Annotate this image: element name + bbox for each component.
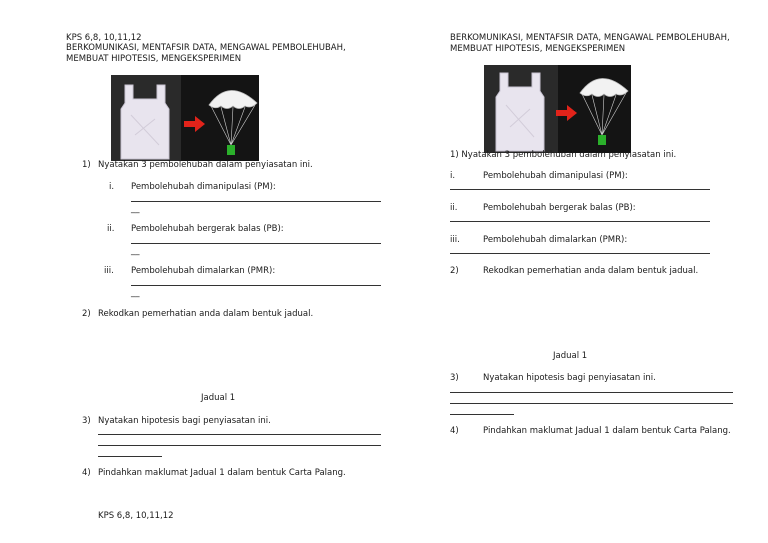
right-item-iii-answer-line[interactable] bbox=[450, 253, 710, 254]
left-item-ii-text: Pembolehubah bergerak balas (PB): bbox=[131, 224, 284, 234]
right-heading: BERKOMUNIKASI, MENTAFSIR DATA, MENGAWAL PEMBOLEHUBAH, MEMBUAT HIPOTESIS, MENGEKSPERIMEN bbox=[450, 33, 730, 54]
left-q4-text: Pindahkan maklumat Jadual 1 dalam bentuk Carta Palang. bbox=[98, 468, 346, 478]
left-item-iii-number: iii. bbox=[104, 266, 114, 276]
plastic-bag-parachute-photo bbox=[484, 65, 631, 153]
right-item-ii-number: ii. bbox=[450, 203, 458, 213]
right-item-iii-number: iii. bbox=[450, 235, 460, 245]
left-item-ii-dash: __ bbox=[131, 246, 140, 256]
left-q2-number: 2) bbox=[82, 309, 91, 319]
left-item-i-number: i. bbox=[109, 182, 115, 192]
left-item-i-dash: __ bbox=[131, 204, 140, 214]
right-experiment-photo bbox=[484, 65, 631, 153]
right-item-i-answer-line[interactable] bbox=[450, 189, 710, 190]
right-q4-number: 4) bbox=[450, 426, 459, 436]
left-q1-number: 1) bbox=[82, 160, 91, 170]
left-q3-number: 3) bbox=[82, 416, 91, 426]
right-q4-text: Pindahkan maklumat Jadual 1 dalam bentuk Carta Palang. bbox=[483, 426, 731, 436]
right-q1-text: 1) Nyatakan 3 pembolehubah dalam penyiasatan ini. bbox=[450, 150, 677, 160]
left-q3-answer-line-2[interactable] bbox=[98, 445, 381, 446]
left-kps-label: KPS 6,8, 10,11,12 bbox=[66, 33, 142, 43]
left-q3-answer-line-3[interactable] bbox=[98, 456, 162, 457]
left-experiment-photo bbox=[111, 75, 259, 161]
left-item-iii-answer-line[interactable] bbox=[131, 285, 381, 286]
left-q3-answer-line-1[interactable] bbox=[98, 434, 381, 435]
left-item-iii-text: Pembolehubah dimalarkan (PMR): bbox=[131, 266, 276, 276]
right-item-i-text: Pembolehubah dimanipulasi (PM): bbox=[483, 171, 628, 181]
left-q3-text: Nyatakan hipotesis bagi penyiasatan ini. bbox=[98, 416, 271, 426]
right-q3-answer-line-2[interactable] bbox=[450, 403, 733, 404]
right-q3-answer-line-1[interactable] bbox=[450, 392, 733, 393]
plastic-bag-parachute-photo bbox=[111, 75, 259, 161]
left-item-ii-number: ii. bbox=[107, 224, 115, 234]
left-footer-kps: KPS 6,8, 10,11,12 bbox=[98, 511, 174, 521]
left-item-i-text: Pembolehubah dimanipulasi (PM): bbox=[131, 182, 276, 192]
right-item-i-number: i. bbox=[450, 171, 456, 181]
right-item-iii-text: Pembolehubah dimalarkan (PMR): bbox=[483, 235, 628, 245]
right-item-ii-text: Pembolehubah bergerak balas (PB): bbox=[483, 203, 636, 213]
right-q2-text: Rekodkan pemerhatian anda dalam bentuk jadual. bbox=[483, 266, 699, 276]
right-item-ii-answer-line[interactable] bbox=[450, 221, 710, 222]
left-item-iii-dash: __ bbox=[131, 288, 140, 298]
left-table-caption: Jadual 1 bbox=[201, 393, 236, 403]
right-q2-number: 2) bbox=[450, 266, 459, 276]
left-heading: BERKOMUNIKASI, MENTAFSIR DATA, MENGAWAL PEMBOLEHUBAH, MEMBUAT HIPOTESIS, MENGEKSPERIMEN bbox=[66, 43, 346, 64]
right-q3-text: Nyatakan hipotesis bagi penyiasatan ini. bbox=[483, 373, 656, 383]
left-item-ii-answer-line[interactable] bbox=[131, 243, 381, 244]
right-q3-answer-line-3[interactable] bbox=[450, 414, 514, 415]
left-q2-text: Rekodkan pemerhatian anda dalam bentuk jadual. bbox=[98, 309, 314, 319]
left-q4-number: 4) bbox=[82, 468, 91, 478]
left-item-i-answer-line[interactable] bbox=[131, 201, 381, 202]
right-q3-number: 3) bbox=[450, 373, 459, 383]
left-q1-text: Nyatakan 3 pembolehubah dalam penyiasatan ini. bbox=[98, 160, 313, 170]
right-table-caption: Jadual 1 bbox=[553, 351, 588, 361]
